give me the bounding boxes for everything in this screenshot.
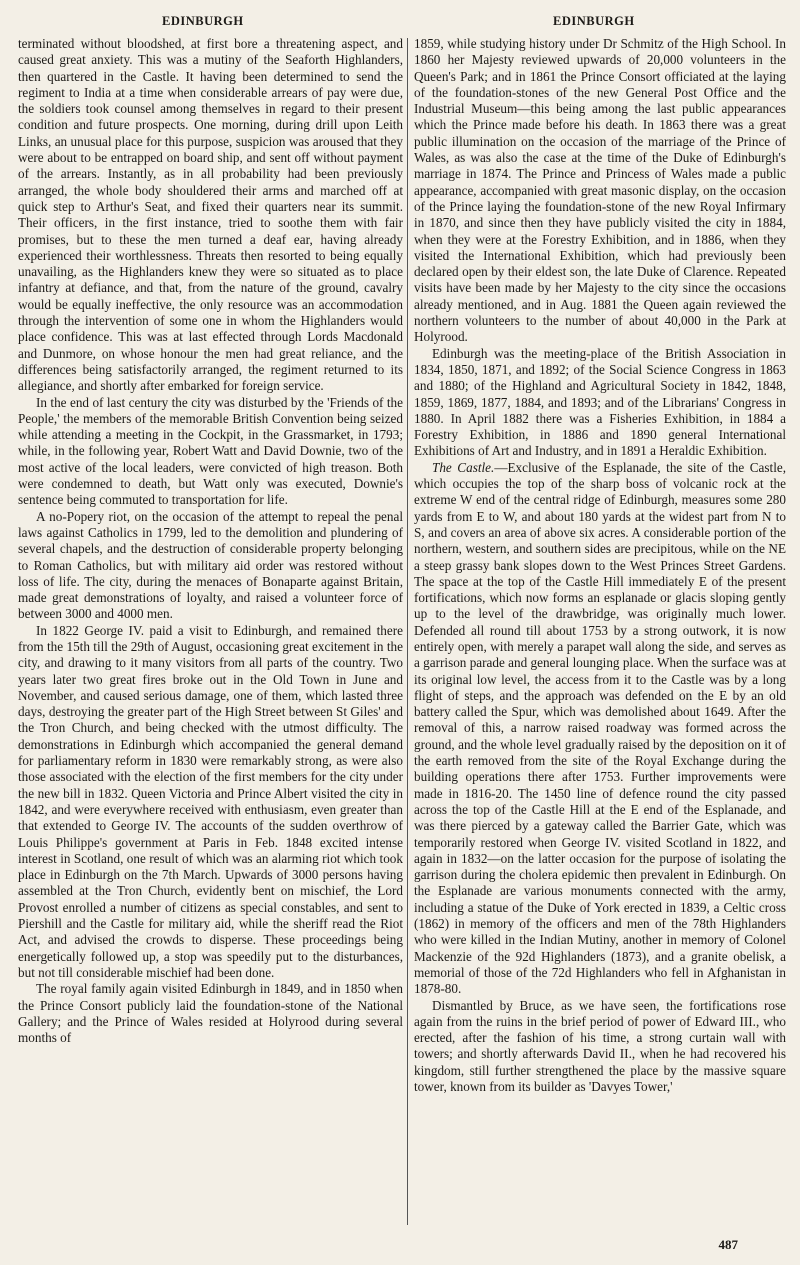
- paragraph-no-popery-riot: A no-Popery riot, on the occasion of the attempt to repeal the penal laws against Catholics in 1799, led to the demolition and plundering of several chapels, and the destruction of considerable property belonging to Roman Catholics, but with military aid order was restored without loss of life. The city, during the menaces of Bonaparte against Britain, made great demonstrations of loyalty, and raised a volunteer force of between 3000 and 4000 men.: [18, 508, 403, 622]
- running-head-left: EDINBURGH: [162, 14, 244, 28]
- paragraph-castle: [414, 460, 786, 998]
- paragraph-friends-of-people: In the end of last century the city was disturbed by the 'Friends of the People,' the members of the memorable British Convention being seized while attending a meeting in the Cockpit, in the Grassmarket, in 1793; while, in the following year, Robert Watt and David Downie, two of the most active of the local leaders, were convicted of high treason. Both were condemned to death, but Watt only was executed, Downie's sentence being commuted to transportation for life.: [18, 394, 403, 508]
- running-head-right: EDINBURGH: [553, 14, 635, 28]
- page-number: 487: [718, 1237, 738, 1252]
- right-column: [414, 36, 786, 1095]
- left-column: [18, 36, 403, 1046]
- paragraph-royal-family: The royal family again visited Edinburgh in 1849, and in 1850 when the Prince Consort publicly laid the foundation-stone of the National Gallery; and the Prince of Wales resided at Holyrood during several months of: [18, 981, 403, 1046]
- castle-heading: The Castle.: [432, 459, 495, 475]
- paragraph-royal-visits: 1859, while studying history under Dr Schmitz of the High School. In 1860 her Majesty reviewed upwards of 20,000 volunteers in the Queen's Park; and in 1861 the Prince Consort officiated at the laying of the foundation-stones of the new General Post Office and the Industrial Museum—this being among the last public appearances which the Prince made before his death. In 1863 there was a great public illumination on the occasion of the marriage of the Prince of Wales, as was also the case at the time of the Duke of Edinburgh's marriage in 1874. The Prince and Princess of Wales made a public appearance, accompanied with great masonic display, on the occasion of the Prince laying the foundation-stone of the new Royal Infirmary in 1870, and since then they have publicly visited the city in 1884, when they were at the Forestry Exhibition, and in 1886, when they visited the International Exhibition, which had previously been declared open by their eldest son, the late Duke of Clarence. Repeated visits have been made by her Majesty to the city since the occasions already mentioned, and in Aug. 1881 the Queen again reviewed the northern volunteers to the number of about 40,000 in the Park at Holyrood.: [414, 36, 786, 345]
- column-divider: [407, 38, 408, 1225]
- paragraph-george-iv-visit: In 1822 George IV. paid a visit to Edinburgh, and remained there from the 15th till the 29th of August, occasioning great excitement in the city, and drawing to it many visitors from all parts of the country. Two years later two great fires broke out in the Old Town in June and November, and caused serious damage, one of them, which lasted three days, destroying the greater part of the High Street between St Giles' and the Tron Church, and being checked with the utmost difficulty. The demonstrations in Edinburgh which accompanied the general demand for parliamentary reform in 1830 were remarkably strong, as were also those associated with the election of the first members for the city under the new bill in 1832. Queen Victoria and Prince Albert visited the city in 1842, and were everywhere received with enthusiasm, even greater than that extended to George IV. The accounts of the sudden overthrow of Louis Philippe's government at Paris in Feb. 1848 excited intense interest in Scotland, one result of which was an alarming riot which took place in Edinburgh on the 7th March. Upwards of 3000 persons having assembled at the Tron Church, evidently bent on mischief, the Lord Provost enrolled a number of citizens as special constables, and sent to Piershill and the Castle for military aid, while the sheriff read the Riot Act, and advised the crowds to disperse. These proceedings being energetically followed up, a stop was speedily put to the disturbances, but not till considerable mischief had been done.: [18, 622, 403, 980]
- paragraph-dismantled: Dismantled by Bruce, as we have seen, the fortifications rose again from the ruins in the brief period of power of Edward III., who erected, after the fashion of his time, a strong curtain wall with towers; and shortly afterwards David II., when he had recovered his kingdom, still further strengthened the place by the massive square tower, known from its builder as 'Davyes Tower,': [414, 997, 786, 1094]
- castle-body: —Exclusive of the Esplanade, the site of the Castle, which occupies the top of the sharp boss of volcanic rock at the extreme W end of the central ridge of Edinburgh, measures some 280 yards from E to W, and about 180 yards at the widest part from N to S, and covers an area of above six acres. A considerable portion of the northern, western, and southern sides are precipitous, while on the NE a steep grassy bank slopes down to the West Princes Street Gardens. The space at the top of the Castle Hill immediately E of the present fortifications, which now forms an esplanade or glacis sloping gently up to the level of the drawbridge, was originally much lower. Defended all round till about 1753 by a strong outwork, it is now entirely open, with merely a parapet wall along the side, and serves as a garrison parade and general lounging place. When the surface was at its original low level, the access from it to the Castle was by a long flight of steps, and the approach was defended on the E by an old battery called the Spur, which was demolished about 1649. After the removal of this, a narrow raised roadway was formed across the ground, and the whole level gradually raised by the deposition on it of the earth removed from the site of the Royal Exchange during the building operations there after 1753. Further improvements were made in 1816-20. The 1450 line of defence round the city passed across the top of the Castle Hill at the E end of the Esplanade, and was there pierced by a gateway called the Barrier Gate, which was temporarily restored when George IV. visited Scotland in 1822, and again in 1832—on the latter occasion for the purpose of isolating the garrison during the cholera epidemic then prevalent in Edinburgh. On the Esplanade are various monuments connected with the army, including a statue of the Duke of York erected in 1839, a Celtic cross (1862) in memory of the officers and men of the 78th Highlanders who were killed in the Indian Mutiny, another in memory of Colonel Mackenzie of the 92d Highlanders (1873), and a granite obelisk, a memorial of those of the 72d Highlanders who fell in Afghanistan in 1878-80.: [414, 459, 787, 997]
- paragraph-mutiny: terminated without bloodshed, at first bore a threatening aspect, and caused great anxiety. This was a mutiny of the Seaforth Highlanders, then quartered in the Castle. It having been determined to send the regiment to India at a time when considerable arrears of pay were due, the soldiers took counsel among themselves in regard to their present condition and future prospects. One morning, during drill upon Leith Links, an unusual place for this purpose, suspicion was aroused that they were about to be entrapped on board ship, and sent off without payment of the arrears. Instantly, as in all probability had been previously arranged, the whole body shouldered their arms and marched off at quick step to Arthur's Seat, and fixed their quarters near its summit. Their officers, in the first instance, tried to soothe them with fair promises, but to these the men turned a deaf ear, having already experienced their worthlessness. Threats then resorted to being equally unavailing, as the Highlanders knew they were so situated as to place infantry at defiance, and that, from the nature of the ground, cavalry would be equally ineffective, the only resource was an accommodation through the intervention of some one in whom the Highlanders would place confidence. This was at last effected through Lords Macdonald and Dunmore, on whose honour the men had great reliance, and the differences being satisfactorily arranged, the regiment returned to its allegiance, and shortly after embarked for foreign service.: [18, 36, 403, 394]
- paragraph-meetings: Edinburgh was the meeting-place of the British Association in 1834, 1850, 1871, and 1892; of the Social Science Congress in 1863 and 1880; of the Highland and Agricultural Society in 1842, 1848, 1859, 1869, 1877, 1884, and 1893; and of the Librarians' Congress in 1880. In April 1882 there was a Fisheries Exhibition, in 1884 a Forestry Exhibition, in 1886 and 1890 general International Exhibitions of Art and Industry, and in 1891 a Heraldic Exhibition.: [414, 345, 786, 459]
